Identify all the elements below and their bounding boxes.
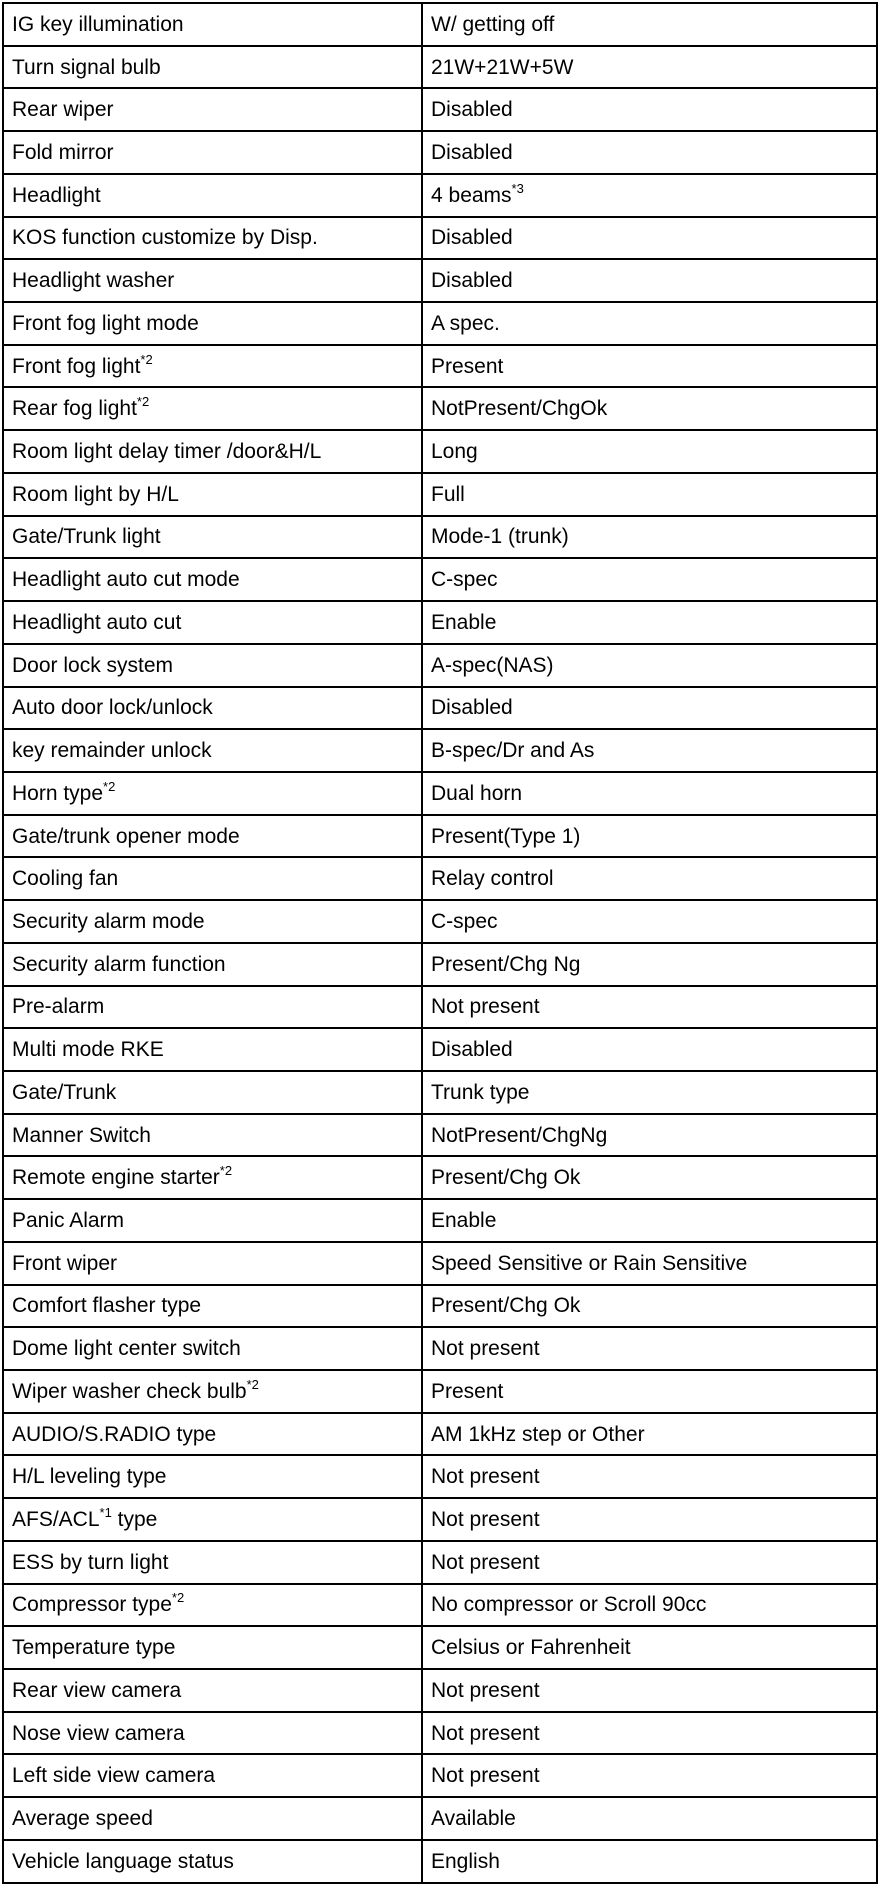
setting-name-cell — [3, 473, 422, 516]
setting-value: No compressor or Scroll 90cc — [431, 1593, 707, 1617]
table-row — [3, 729, 877, 772]
setting-value-cell — [422, 601, 877, 644]
setting-name: Headlight washer — [12, 269, 175, 293]
table-row — [3, 88, 877, 131]
setting-value-cell — [422, 857, 877, 900]
setting-value-cell — [422, 687, 877, 730]
table-row — [3, 387, 877, 430]
setting-value-cell — [422, 46, 877, 89]
setting-name: Front fog light mode — [12, 311, 199, 335]
table-row — [3, 302, 877, 345]
setting-value: A spec. — [431, 311, 500, 335]
setting-name-cell — [3, 644, 422, 687]
setting-value: Disabled — [431, 98, 513, 122]
setting-name: Wiper washer check bulb — [12, 1379, 247, 1403]
table-row — [3, 1455, 877, 1498]
specification-table-body — [3, 3, 877, 1883]
setting-name-cell — [3, 1626, 422, 1669]
setting-name: Security alarm function — [12, 952, 226, 976]
setting-value: Not present — [431, 995, 540, 1019]
setting-value-cell — [422, 558, 877, 601]
setting-value-cell — [422, 217, 877, 260]
table-row — [3, 1541, 877, 1584]
table-row — [3, 259, 877, 302]
setting-value-cell — [422, 644, 877, 687]
setting-name-cell — [3, 1327, 422, 1370]
setting-value-cell — [422, 1840, 877, 1883]
setting-name-cell — [3, 1199, 422, 1242]
setting-value: Celsius or Fahrenheit — [431, 1636, 631, 1660]
table-row — [3, 815, 877, 858]
setting-value: Present — [431, 1379, 504, 1403]
setting-name-cell — [3, 729, 422, 772]
table-row — [3, 1285, 877, 1328]
setting-name-cell — [3, 1028, 422, 1071]
setting-name-cell — [3, 986, 422, 1029]
setting-name: Rear fog light — [12, 397, 137, 421]
setting-name: H/L leveling type — [12, 1465, 167, 1489]
setting-value: Not present — [431, 1465, 540, 1489]
setting-value: Not present — [431, 1721, 540, 1745]
setting-name-cell — [3, 516, 422, 559]
setting-value-cell — [422, 473, 877, 516]
setting-value: Enable — [431, 1208, 497, 1232]
setting-value-cell — [422, 1199, 877, 1242]
setting-name: key remainder unlock — [12, 739, 212, 763]
setting-value: English — [431, 1849, 500, 1873]
setting-name-cell — [3, 815, 422, 858]
table-row — [3, 473, 877, 516]
setting-name: Front wiper — [12, 1251, 118, 1275]
setting-value-cell — [422, 729, 877, 772]
table-row — [3, 131, 877, 174]
table-row — [3, 900, 877, 943]
setting-value-cell — [422, 1285, 877, 1328]
setting-name-cell — [3, 1114, 422, 1157]
setting-name: Front fog light — [12, 354, 141, 378]
setting-name-cell — [3, 1071, 422, 1114]
table-row — [3, 1498, 877, 1541]
setting-name-cell — [3, 857, 422, 900]
setting-value-cell — [422, 3, 877, 46]
setting-name: Headlight auto cut — [12, 610, 182, 634]
setting-value: Not present — [431, 1550, 540, 1574]
footnote-marker: *2 — [140, 351, 153, 367]
table-row — [3, 1156, 877, 1199]
setting-value: Not present — [431, 1678, 540, 1702]
setting-name: Horn type — [12, 781, 104, 805]
setting-name: Gate/trunk opener mode — [12, 824, 240, 848]
setting-name-cell — [3, 259, 422, 302]
setting-name-cell — [3, 1455, 422, 1498]
setting-value: Available — [431, 1807, 516, 1831]
setting-name-cell — [3, 1498, 422, 1541]
setting-name: AUDIO/S.RADIO type — [12, 1422, 217, 1446]
setting-value-cell — [422, 1370, 877, 1413]
setting-name: Manner Switch — [12, 1123, 151, 1147]
setting-value-cell — [422, 1413, 877, 1456]
setting-name-cell — [3, 3, 422, 46]
setting-value: Long — [431, 440, 478, 464]
setting-name: Room light delay timer /door&H/L — [12, 440, 322, 464]
setting-value-cell — [422, 1797, 877, 1840]
setting-name-cell — [3, 1242, 422, 1285]
setting-value: Dual horn — [431, 781, 523, 805]
setting-name: Left side view camera — [12, 1764, 216, 1788]
setting-name-cell — [3, 217, 422, 260]
setting-name-cell — [3, 1541, 422, 1584]
setting-name: Multi mode RKE — [12, 1038, 164, 1062]
setting-name: Pre-alarm — [12, 995, 105, 1019]
setting-value-cell — [422, 1712, 877, 1755]
setting-value: Enable — [431, 610, 497, 634]
table-row — [3, 772, 877, 815]
table-row — [3, 516, 877, 559]
setting-name: Remote engine starter — [12, 1166, 220, 1190]
table-row — [3, 601, 877, 644]
table-row — [3, 174, 877, 217]
setting-value-cell — [422, 345, 877, 388]
specification-table — [2, 2, 878, 1884]
setting-value-cell — [422, 1754, 877, 1797]
table-row — [3, 1114, 877, 1157]
setting-name: Nose view camera — [12, 1721, 185, 1745]
setting-value-cell — [422, 516, 877, 559]
setting-value: B-spec/Dr and As — [431, 739, 595, 763]
setting-value-cell — [422, 302, 877, 345]
setting-value-cell — [422, 387, 877, 430]
setting-value: NotPresent/ChgOk — [431, 397, 608, 421]
setting-name-cell — [3, 1285, 422, 1328]
setting-name-cell — [3, 900, 422, 943]
setting-value: Not present — [431, 1508, 540, 1532]
setting-value: Present(Type 1) — [431, 824, 581, 848]
setting-name: Room light by H/L — [12, 482, 179, 506]
setting-name-cell — [3, 1370, 422, 1413]
setting-name: KOS function customize by Disp. — [12, 226, 318, 250]
table-row — [3, 986, 877, 1029]
table-row — [3, 1840, 877, 1883]
setting-value: AM 1kHz step or Other — [431, 1422, 645, 1446]
setting-value: Present/Chg Ng — [431, 952, 581, 976]
setting-name: Average speed — [12, 1807, 153, 1831]
setting-name-cell — [3, 46, 422, 89]
table-row — [3, 1712, 877, 1755]
setting-name: Gate/Trunk light — [12, 525, 161, 549]
setting-name-cell — [3, 1754, 422, 1797]
setting-name-cell — [3, 687, 422, 730]
setting-value: Disabled — [431, 226, 513, 250]
setting-value: Trunk type — [431, 1080, 530, 1104]
setting-value-cell — [422, 772, 877, 815]
setting-name-cell — [3, 943, 422, 986]
setting-value-cell — [422, 1071, 877, 1114]
setting-name-cell — [3, 1413, 422, 1456]
setting-value-cell — [422, 1156, 877, 1199]
setting-value-cell — [422, 815, 877, 858]
setting-value-cell — [422, 1028, 877, 1071]
table-row — [3, 46, 877, 89]
setting-name-cell — [3, 601, 422, 644]
setting-value: NotPresent/ChgNg — [431, 1123, 608, 1147]
setting-name: Temperature type — [12, 1636, 176, 1660]
setting-name: Vehicle language status — [12, 1849, 234, 1873]
table-row — [3, 1370, 877, 1413]
setting-value-cell — [422, 1242, 877, 1285]
setting-value: A-spec(NAS) — [431, 653, 554, 677]
setting-name-cell — [3, 1669, 422, 1712]
table-row — [3, 857, 877, 900]
setting-name: Panic Alarm — [12, 1208, 125, 1232]
setting-value-cell — [422, 986, 877, 1029]
table-row — [3, 943, 877, 986]
setting-value: Disabled — [431, 141, 513, 165]
footnote-marker: *2 — [171, 1590, 185, 1606]
setting-name-cell — [3, 430, 422, 473]
table-row — [3, 1028, 877, 1071]
setting-value: Disabled — [431, 1038, 513, 1062]
table-row — [3, 687, 877, 730]
setting-name-cell — [3, 1156, 422, 1199]
table-row — [3, 430, 877, 473]
setting-name-cell — [3, 174, 422, 217]
setting-value: 21W+21W+5W — [431, 55, 574, 79]
setting-value-cell — [422, 1327, 877, 1370]
setting-value: Not present — [431, 1764, 540, 1788]
setting-value: C-spec — [431, 909, 498, 933]
table-row — [3, 1413, 877, 1456]
setting-name-cell — [3, 88, 422, 131]
setting-value-cell — [422, 943, 877, 986]
setting-name: Security alarm mode — [12, 909, 205, 933]
setting-name: Gate/Trunk — [12, 1080, 117, 1104]
setting-name-cell — [3, 345, 422, 388]
setting-value-cell — [422, 174, 877, 217]
table-row — [3, 1584, 877, 1627]
setting-name: Cooling fan — [12, 867, 119, 891]
setting-value: Present/Chg Ok — [431, 1294, 581, 1318]
setting-value-cell — [422, 131, 877, 174]
setting-value: Present/Chg Ok — [431, 1166, 581, 1190]
table-row — [3, 3, 877, 46]
setting-value: 4 beams — [431, 183, 512, 207]
setting-value-cell — [422, 1584, 877, 1627]
setting-name-cell — [3, 131, 422, 174]
table-row — [3, 558, 877, 601]
setting-name: AFS/ACL — [12, 1508, 100, 1532]
setting-name-cell — [3, 302, 422, 345]
table-row — [3, 1199, 877, 1242]
table-row — [3, 1754, 877, 1797]
setting-value-cell — [422, 1455, 877, 1498]
footnote-marker: *2 — [219, 1163, 233, 1179]
footnote-marker: *3 — [511, 180, 524, 196]
setting-value-cell — [422, 900, 877, 943]
setting-name: Rear wiper — [12, 98, 114, 122]
setting-name-cell — [3, 1712, 422, 1755]
table-row — [3, 345, 877, 388]
setting-name-suffix: type — [111, 1508, 158, 1532]
setting-name: Auto door lock/unlock — [12, 696, 213, 720]
setting-value-cell — [422, 259, 877, 302]
footnote-marker: *2 — [246, 1376, 259, 1392]
setting-value: Disabled — [431, 696, 513, 720]
setting-name: Headlight auto cut mode — [12, 568, 240, 592]
setting-name: Dome light center switch — [12, 1337, 241, 1361]
setting-value-cell — [422, 1541, 877, 1584]
setting-value-cell — [422, 88, 877, 131]
table-row — [3, 217, 877, 260]
setting-name: Rear view camera — [12, 1678, 182, 1702]
setting-value: Full — [431, 482, 465, 506]
setting-value: C-spec — [431, 568, 498, 592]
table-row — [3, 1242, 877, 1285]
setting-value: Not present — [431, 1337, 540, 1361]
setting-name-cell — [3, 1797, 422, 1840]
setting-name: ESS by turn light — [12, 1550, 169, 1574]
setting-name: Comfort flasher type — [12, 1294, 202, 1318]
setting-value: Relay control — [431, 867, 554, 891]
setting-name: Headlight — [12, 183, 101, 207]
footnote-marker: *2 — [136, 394, 150, 410]
setting-name-cell — [3, 1840, 422, 1883]
setting-name: Compressor type — [12, 1593, 172, 1617]
table-row — [3, 1797, 877, 1840]
setting-value: W/ getting off — [431, 12, 555, 36]
setting-name: Turn signal bulb — [12, 55, 161, 79]
setting-name-cell — [3, 387, 422, 430]
table-row — [3, 1071, 877, 1114]
setting-name-cell — [3, 558, 422, 601]
table-row — [3, 1626, 877, 1669]
footnote-marker: *2 — [103, 778, 116, 794]
setting-value: Mode-1 (trunk) — [431, 525, 569, 549]
setting-name-cell — [3, 772, 422, 815]
setting-value-cell — [422, 1626, 877, 1669]
setting-value: Present — [431, 354, 504, 378]
setting-name-cell — [3, 1584, 422, 1627]
setting-name: Fold mirror — [12, 141, 114, 165]
setting-name: Door lock system — [12, 653, 174, 677]
setting-value-cell — [422, 1669, 877, 1712]
table-row — [3, 1327, 877, 1370]
setting-value-cell — [422, 1498, 877, 1541]
setting-value: Disabled — [431, 269, 513, 293]
footnote-marker: *1 — [99, 1505, 112, 1521]
table-row — [3, 644, 877, 687]
table-row — [3, 1669, 877, 1712]
setting-value: Speed Sensitive or Rain Sensitive — [431, 1251, 748, 1275]
setting-value-cell — [422, 430, 877, 473]
setting-name: IG key illumination — [12, 12, 184, 36]
setting-value-cell — [422, 1114, 877, 1157]
